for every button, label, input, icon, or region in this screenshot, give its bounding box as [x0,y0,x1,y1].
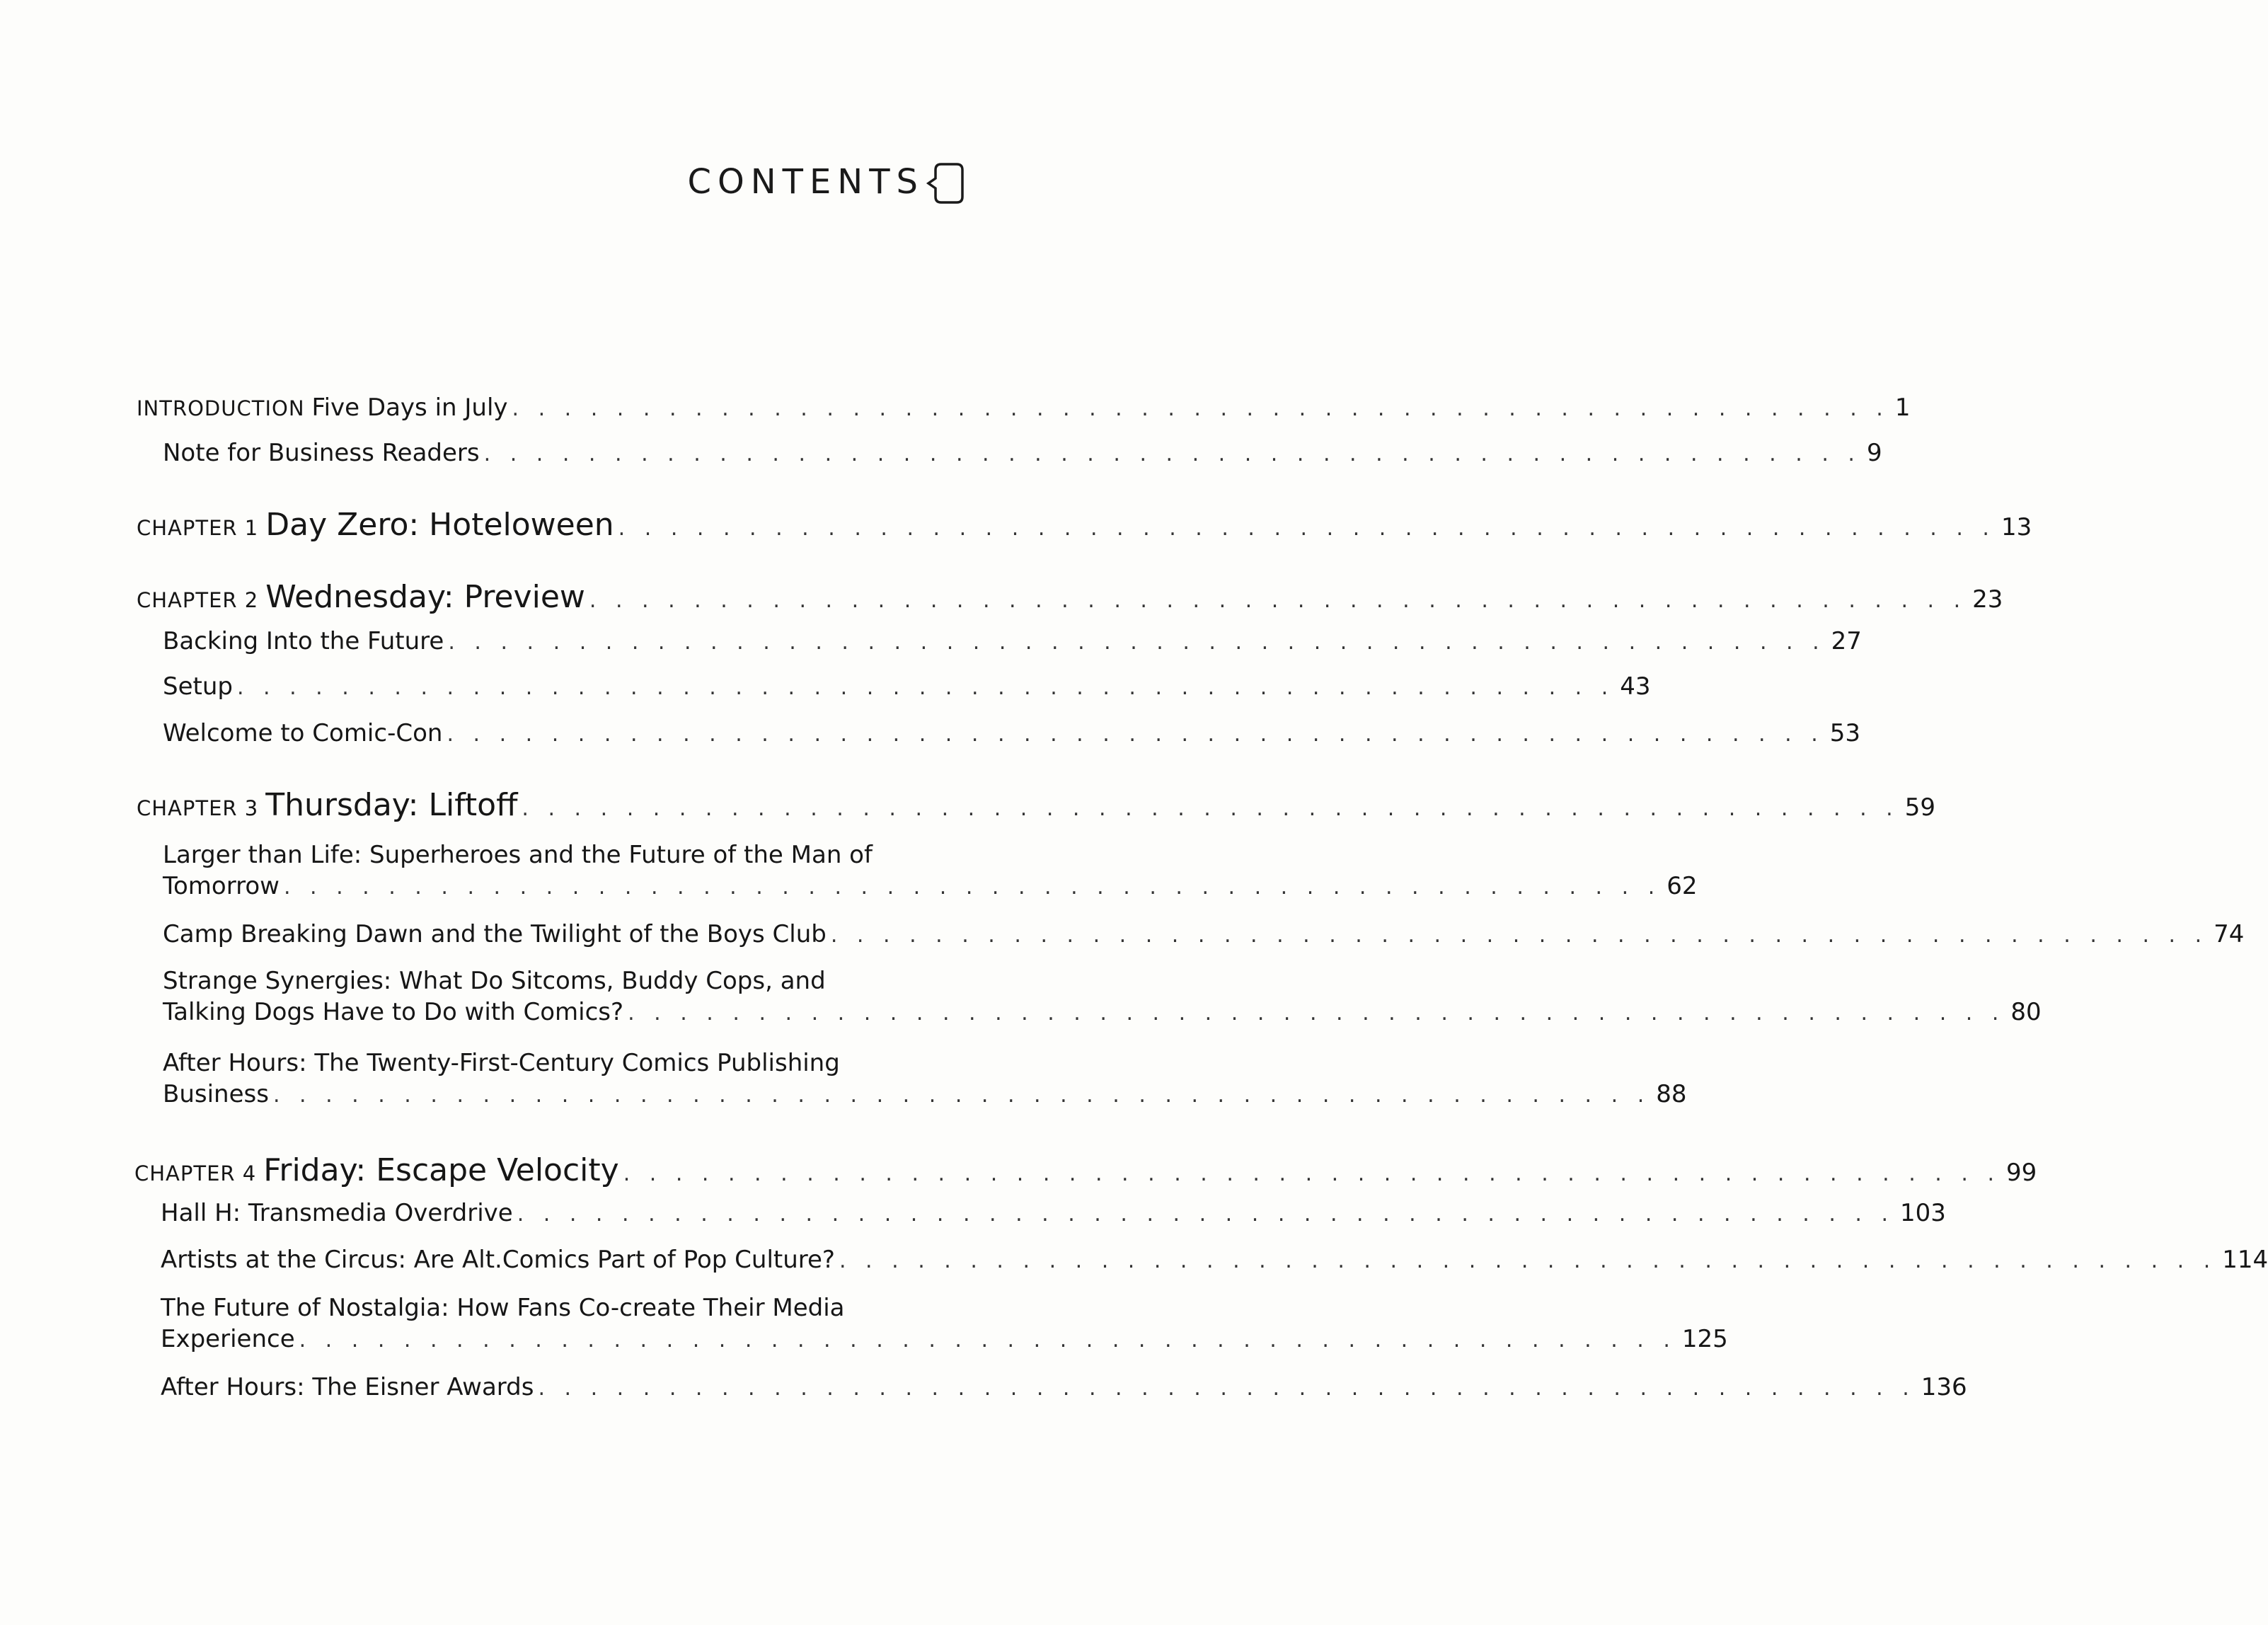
dot-leader: . . . . . . . . . . . . . . . . . . . . . . . . . . . . . . . . . . . . . . . . . . . . . . . . . . . . . [623,1161,2001,1186]
toc-entry-page: 74 [2214,920,2245,948]
dot-leader: . . . . . . . . . . . . . . . . . . . . . . . . . . . . . . . . . . . . . . . . . . . . . . . . . . . . . [538,1376,1916,1401]
toc-entry-title-line2: Tomorrow [163,872,280,900]
toc-entry-line2 [163,998,2042,1026]
dot-leader: . . . . . . . . . . . . . . . . . . . . . . . . . . . . . . . . . . . . . . . . . . . . . . . . . . . . . [299,1328,1676,1353]
toc-entry-chapter-4[interactable] [0,1152,2037,1188]
toc-entry-title-line1: Larger than Life: Superheroes and the Future of the Man of [163,841,873,869]
toc-entry-page: 59 [1904,793,1935,822]
speech-bubble-icon [927,160,965,207]
dot-leader: . . . . . . . . . . . . . . . . . . . . . . . . . . . . . . . . . . . . . . . . . . . . . . . . . . . . . [628,1001,2005,1026]
toc-entry-title-line1: The Future of Nostalgia: How Fans Co-create Their Media [161,1294,845,1322]
toc-entry-note-business[interactable] [0,439,1882,467]
toc-entry-title: Wednesday: Preview [265,579,585,615]
toc-entry-title-line2: Business [163,1080,269,1108]
toc-entry-page: 99 [2005,1159,2037,1187]
toc-entry-title-line2: Experience [161,1325,295,1353]
toc-entry-title-line1: Strange Synergies: What Do Sitcoms, Buddy Cops, and [163,967,826,995]
toc-entry-page: 114 [2222,1246,2268,1274]
toc-entry-line2 [163,872,1698,900]
toc-entry-page: 125 [1681,1325,1728,1353]
toc-entry-welcome-comic-con[interactable] [0,719,1860,747]
toc-entry-title: Five Days in July [311,394,508,422]
toc-entry-page: 80 [2010,998,2042,1026]
toc-entry-label: CHAPTER 2 [137,588,259,612]
page-title: CONTENTS [687,162,924,202]
toc-entry-page: 136 [1921,1373,1967,1401]
dot-leader: . . . . . . . . . . . . . . . . . . . . . . . . . . . . . . . . . . . . . . . . . . . . . . . . . . . . . [272,1083,1651,1108]
toc-entry-line2 [163,1080,1687,1108]
dot-leader: . . . . . . . . . . . . . . . . . . . . . . . . . . . . . . . . . . . . . . . . . . . . . . . . . . . . . [839,1248,2217,1273]
toc-entry-title: Note for Business Readers [163,439,480,467]
toc-entry-title: Backing Into the Future [163,627,444,655]
toc-entry-title: Camp Breaking Dawn and the Twilight of the Boys Club [163,920,827,948]
toc-entry-title-line2: Talking Dogs Have to Do with Comics? [163,998,624,1026]
dot-leader: . . . . . . . . . . . . . . . . . . . . . . . . . . . . . . . . . . . . . . . . . . . . . . . . . . . . . [830,923,2209,948]
toc-entry-title: Day Zero: Hoteloween [265,507,614,543]
toc-entry-strange-synergies[interactable] [0,964,2042,1026]
toc-entry-page: 1 [1894,394,1911,422]
dot-leader: . . . . . . . . . . . . . . . . . . . . . . . . . . . . . . . . . . . . . . . . . . . . . . . . . . . . . [236,675,1615,700]
toc-entry-label: INTRODUCTION [137,396,305,420]
toc-entry-page: 43 [1620,672,1651,701]
toc-entry-page: 23 [1972,585,2003,614]
toc-entry-chapter-3[interactable] [0,787,1935,823]
toc-entry-page: 27 [1831,627,1862,655]
toc-entry-page: 103 [1900,1199,1946,1227]
toc-entry-page: 9 [1866,439,1882,467]
toc-entry-title: Hall H: Transmedia Overdrive [161,1199,513,1227]
toc-entry-backing-future[interactable] [0,627,1862,655]
toc-entry-title: Artists at the Circus: Are Alt.Comics Part of Pop Culture? [161,1246,835,1274]
dot-leader: . . . . . . . . . . . . . . . . . . . . . . . . . . . . . . . . . . . . . . . . . . . . . . . . . . . . . [448,630,1826,655]
toc-entry-line2 [161,1325,1728,1353]
page-header [687,157,965,207]
dot-leader: . . . . . . . . . . . . . . . . . . . . . . . . . . . . . . . . . . . . . . . . . . . . . . . . . . . . . [512,396,1889,421]
dot-leader: . . . . . . . . . . . . . . . . . . . . . . . . . . . . . . . . . . . . . . . . . . . . . . . . . . . . . [589,588,1967,613]
toc-entry-chapter-1[interactable] [0,507,2032,543]
toc-entry-page: 62 [1667,872,1698,900]
toc-entry-title: Friday: Escape Velocity [263,1152,619,1188]
dot-leader: . . . . . . . . . . . . . . . . . . . . . . . . . . . . . . . . . . . . . . . . . . . . . . . . . . . . . [283,875,1662,900]
toc-entry-future-of-nostalgia[interactable] [0,1291,1728,1353]
toc-entry-setup[interactable] [0,672,1651,701]
toc-entry-chapter-2[interactable] [0,579,2003,615]
toc-entry-artists-circus[interactable] [0,1246,2268,1274]
toc-entry-label: CHAPTER 3 [137,796,259,820]
toc-entry-larger-than-life[interactable] [0,838,1698,900]
toc-entry-title-line1: After Hours: The Twenty-First-Century Comics Publishing [163,1049,840,1077]
toc-entry-page: 88 [1656,1080,1687,1108]
dot-leader: . . . . . . . . . . . . . . . . . . . . . . . . . . . . . . . . . . . . . . . . . . . . . . . . . . . . . [522,796,1899,821]
dot-leader: . . . . . . . . . . . . . . . . . . . . . . . . . . . . . . . . . . . . . . . . . . . . . . . . . . . . . [517,1202,1895,1227]
toc-entry-hall-h[interactable] [0,1199,1946,1227]
toc-entry-after-hours-publishing[interactable] [0,1046,1687,1108]
dot-leader: . . . . . . . . . . . . . . . . . . . . . . . . . . . . . . . . . . . . . . . . . . . . . . . . . . . . . [618,516,1996,541]
toc-entry-title: Setup [163,672,233,701]
toc-entry-title: After Hours: The Eisner Awards [161,1373,534,1401]
dot-leader: . . . . . . . . . . . . . . . . . . . . . . . . . . . . . . . . . . . . . . . . . . . . . . . . . . . . . [483,442,1861,466]
toc-entry-camp-breaking-dawn[interactable] [0,920,2245,948]
toc-entry-label: CHAPTER 4 [134,1161,257,1185]
toc-entry-title: Welcome to Comic-Con [163,719,443,747]
toc-entry-page: 13 [2001,513,2032,541]
toc-entry-label: CHAPTER 1 [137,516,259,540]
toc-entry-page: 53 [1829,719,1860,747]
toc-entry-eisner-awards[interactable] [0,1373,1967,1401]
toc-entry-introduction[interactable] [0,394,1911,422]
toc-entry-title: Thursday: Liftoff [265,787,518,823]
dot-leader: . . . . . . . . . . . . . . . . . . . . . . . . . . . . . . . . . . . . . . . . . . . . . . . . . . . . . [447,722,1824,747]
